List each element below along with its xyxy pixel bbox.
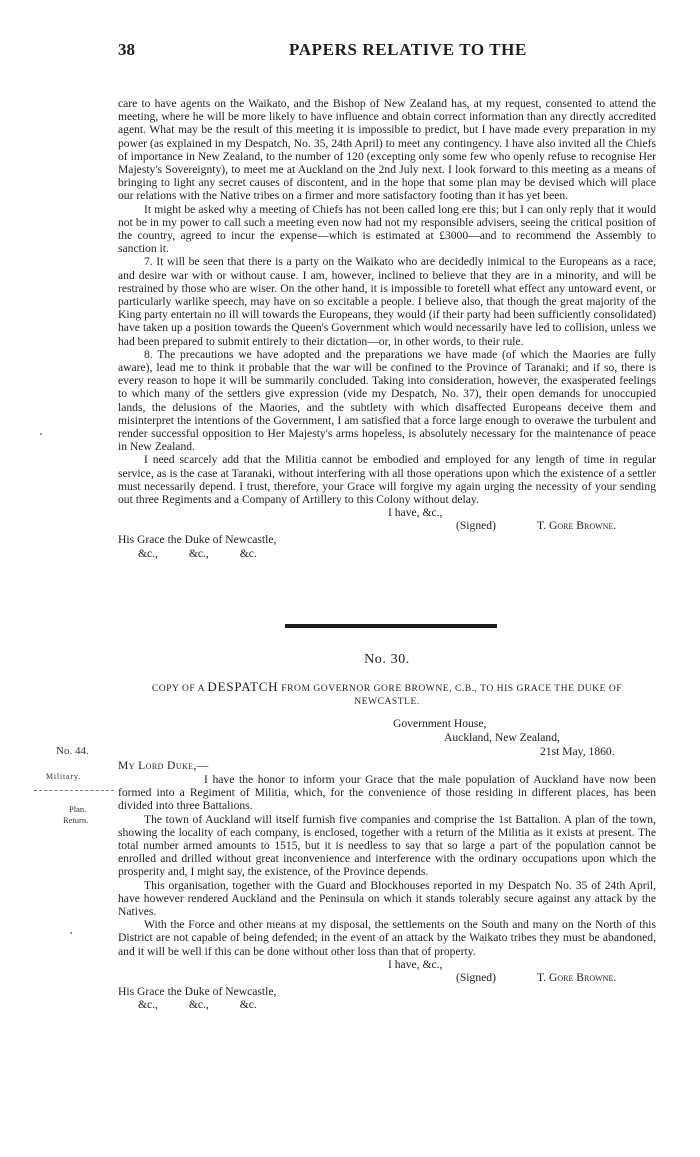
- page-header: [118, 40, 608, 66]
- margin-note-plan: Plan.: [69, 804, 87, 814]
- closing: I have, &c.,: [388, 957, 443, 971]
- signature-line: [118, 519, 656, 533]
- page-number: 38: [118, 40, 135, 59]
- margin-note-number: No. 44.: [56, 745, 89, 757]
- signatory: T. Gore Browne.: [537, 519, 617, 533]
- despatch-body: [118, 773, 656, 1011]
- margin-note-return: Return.: [63, 815, 89, 825]
- salutation: My Lord Duke,—: [118, 759, 209, 772]
- section-divider: [285, 624, 497, 628]
- margin-note-military: Military.: [46, 772, 81, 781]
- signatory: T. Gore Browne.: [537, 971, 617, 985]
- running-head: PAPERS RELATIVE TO THE: [289, 40, 527, 59]
- signature-line: [118, 971, 656, 985]
- signed-label: (Signed): [456, 519, 496, 533]
- addressee: His Grace the Duke of Newcastle,: [118, 533, 277, 547]
- paragraph: care to have agents on the Waikato, and the Bishop of New Zealand has, at my request, consented to attend the meeting, where he will be more likely to have influence and obtain correct information than any directly accredited agent. What may be the result of this meeting it is impossible to predict, but I have made every preparation in my power (as explained in my Despatch, No. 35, 24th April) to meet any contingency. I have also invited all the Chiefs of importance in New Zealand, to the number of 120 (excepting only some few who openly refuse to recognise Her Majesty's Sovereignty), to meet me at Auckland on the 2nd July next. I look forward to this meeting as a means of bringing to light any secret causes of discontent, and in the hope that some plan may be devised which will place our relations with the Native tribes on a firmer and more satisfactory footing than it has yet been.: [118, 97, 656, 203]
- heading-big: DESPATCH: [207, 679, 279, 694]
- heading-rest: FROM GOVERNOR GORE BROWNE, C.B., TO HIS GRACE THE DUKE OF NEWCASTLE.: [281, 683, 623, 707]
- addressee: His Grace the Duke of Newcastle,: [118, 985, 277, 999]
- paragraph: 8. The precautions we have adopted and the preparations we have made (of which the Maories are fully aware), lead me to think it probable that the war will be confined to the Province of Taranaki; and if so, there is every reason to hope it will be summarily concluded. Taking into consideration, however, the exasperated feelings to which many of the settlers give expression (vide my Despatch, No. 37), their open demands for unoccupied lands, the delusions of the Maories, and the subtlety with which disaffected Europeans deceive them and misinterpret the intentions of the Government, I am satisfied that a force large enough to overawe the turbulent and render successful opposition to Her Majesty's arms hopeless, is absolutely necessary for the maintenance of peace in New Zealand.: [118, 347, 656, 454]
- paragraph: The town of Auckland will itself furnish five companies and comprise the 1st Battalion. A plan of the town, showing the locality of each company, is enclosed, together with a return of the Militia as it exists at present. The total number armed amounts to 1515, but it is needless to say that so large a part of the population cannot be enrolled and drilled without great inconvenience and interference with the ordinary occupations upon which the prosperity and, I might say, the existence, of the Province depends.: [118, 812, 656, 879]
- paragraph: This organisation, together with the Guard and Blockhouses reported in my Despatch No. 35 of 24th April, have however rendered Auckland and the Peninsula on which it stands tolerably secure against any attack by the Natives.: [118, 878, 656, 919]
- paragraph: I have the honor to inform your Grace that the male population of Auckland have now been formed into a Regiment of Militia, which, for the convenience of those residing in different places, has been divided into three Battalions.: [118, 773, 656, 813]
- etc-line: &c., &c., &c.: [138, 998, 257, 1012]
- paragraph: I need scarcely add that the Militia cannot be embodied and employed for any length of time in regular service, as is the case at Taranaki, without interfering with all those operations upon which the existence of a settler must necessarily depend. I trust, therefore, your Grace will forgive my again urging the necessity of your sending out three Regiments and a Company of Artillery to this Colony without delay.: [118, 453, 656, 507]
- address-line: Auckland, New Zealand,: [444, 731, 560, 744]
- paragraph: 7. It will be seen that there is a party on the Waikato who are decidedly inimical to the Europeans as a race, and desire war with or without cause. I am, however, inclined to believe that they are in a minority, and will be restrained by those who are wiser. On the other hand, it is impossible to foretell what effect any untoward event, or particularly warlike speech, may have on so excitable a people. I believe also, that though the great majority of the King party entertain no ill will towards the Europeans, they would (if their party had been sufficiently consolidated) have taken up a position towards the Queen's Government which would necessarily have led to collision, unless we had been prepared to submit entirely to their dictation—or, in other words, to their rule.: [118, 255, 656, 348]
- paragraph: With the Force and other means at my disposal, the settlements on the South and many on the North of this District are not capable of being defended; in the event of an attack by the Waikato tribes they must be abandoned, and it will be well if this can be done without other loss than that of property.: [118, 918, 656, 958]
- closing: I have, &c.,: [388, 506, 443, 520]
- previous-despatch-body: [118, 97, 656, 560]
- heading-prefix: COPY OF A: [151, 683, 205, 694]
- despatch-heading: [118, 680, 656, 708]
- speck: [40, 433, 42, 435]
- etc-line: &c., &c., &c.: [138, 546, 257, 560]
- signed-label: (Signed): [456, 971, 496, 985]
- address-line: Government House,: [393, 717, 487, 730]
- paragraph: It might be asked why a meeting of Chiefs has not been called long ere this; but I can only reply that it would not be in my power to call such a meeting even now had not my responsible advisers, seeing the critical position of the country, agreed to incur the expense—which is estimated at £3000—and to recommend the Assembly to sanction it.: [118, 202, 656, 256]
- speck: [70, 932, 72, 934]
- despatch-number: No. 30.: [364, 652, 410, 667]
- date-line: 21st May, 1860.: [540, 745, 615, 758]
- margin-rule: [34, 790, 114, 791]
